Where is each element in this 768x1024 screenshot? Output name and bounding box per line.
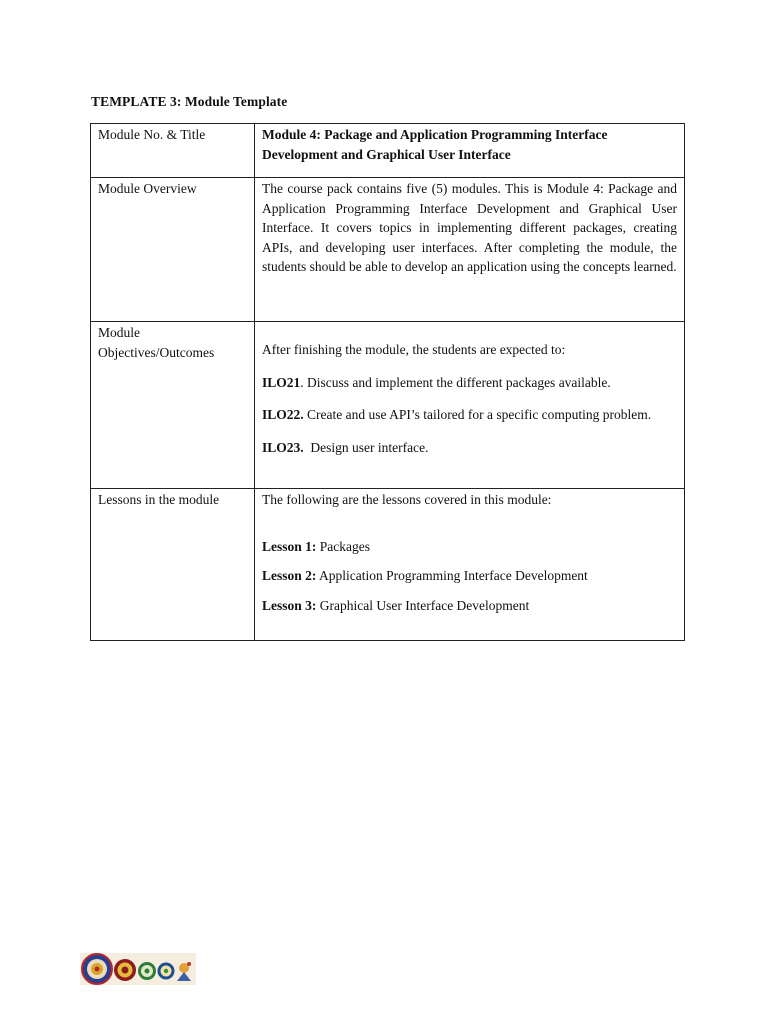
page-title: TEMPLATE 3: Module Template: [91, 94, 288, 109]
objectives-content: [255, 322, 685, 489]
college-seal-logo: [114, 959, 136, 981]
lesson-item: [262, 537, 677, 557]
lesson-code: Lesson 1:: [262, 538, 317, 554]
lesson-text: Application Programming Interface Development: [316, 568, 588, 583]
footer-logo-strip: [80, 953, 196, 985]
objectives-row-label: [91, 322, 255, 489]
objective-text: . Discuss and implement the different packages available.: [300, 374, 611, 390]
lesson-item: [262, 596, 677, 616]
lessons-intro: The following are the lessons covered in this module:: [262, 492, 552, 507]
footer-logos: [80, 953, 196, 985]
lesson-text: Packages: [316, 538, 370, 554]
green-seal-logo: [138, 962, 156, 980]
objective-item: [262, 438, 677, 458]
lessons-content: [255, 489, 685, 641]
lessons-row-label: Lessons in the module: [91, 489, 255, 641]
lesson-code: Lesson 3:: [262, 597, 317, 613]
objectives-label-line2: Objectives/Outcomes: [98, 344, 215, 360]
lessons-row: [91, 489, 685, 641]
objective-code: ILO23.: [262, 439, 304, 455]
objective-code: ILO21: [262, 374, 301, 390]
lesson-text: Graphical User Interface Development: [316, 597, 530, 613]
blue-seal-logo: [158, 963, 175, 980]
title-row-label: Module No. & Title: [91, 124, 255, 178]
university-seal-logo: [82, 954, 112, 984]
objectives-label-line1: Module: [98, 325, 140, 340]
overview-row: [91, 178, 685, 322]
objective-code: ILO22.: [262, 407, 304, 422]
module-overview-text: The course pack contains five (5) modules. This is Module 4: Package and Application Programming Interface Development and Graphical User Interface. It covers topics in implementing different packages, creating APIs, and developing user interfaces. After completing the module, the students should be able to develop an application using the concepts learned.: [255, 178, 685, 322]
overview-row-label: Module Overview: [91, 178, 255, 322]
objective-text: Create and use API’s tailored for a specific computing problem.: [303, 407, 652, 422]
objectives-intro: After finishing the module, the students are expected to:: [262, 342, 566, 357]
title-row: [91, 124, 685, 178]
module-table: [90, 123, 685, 641]
module-title: [255, 124, 685, 178]
lesson-item: [262, 566, 677, 586]
objectives-row: [91, 322, 685, 489]
lesson-code: Lesson 2:: [262, 568, 317, 583]
objective-text: Design user interface.: [303, 439, 429, 455]
module-title-text: Module 4: Package and Application Programming Interface Development and Graphical User Interface: [262, 127, 608, 162]
objective-item: [262, 405, 677, 425]
objective-item: [262, 373, 677, 393]
